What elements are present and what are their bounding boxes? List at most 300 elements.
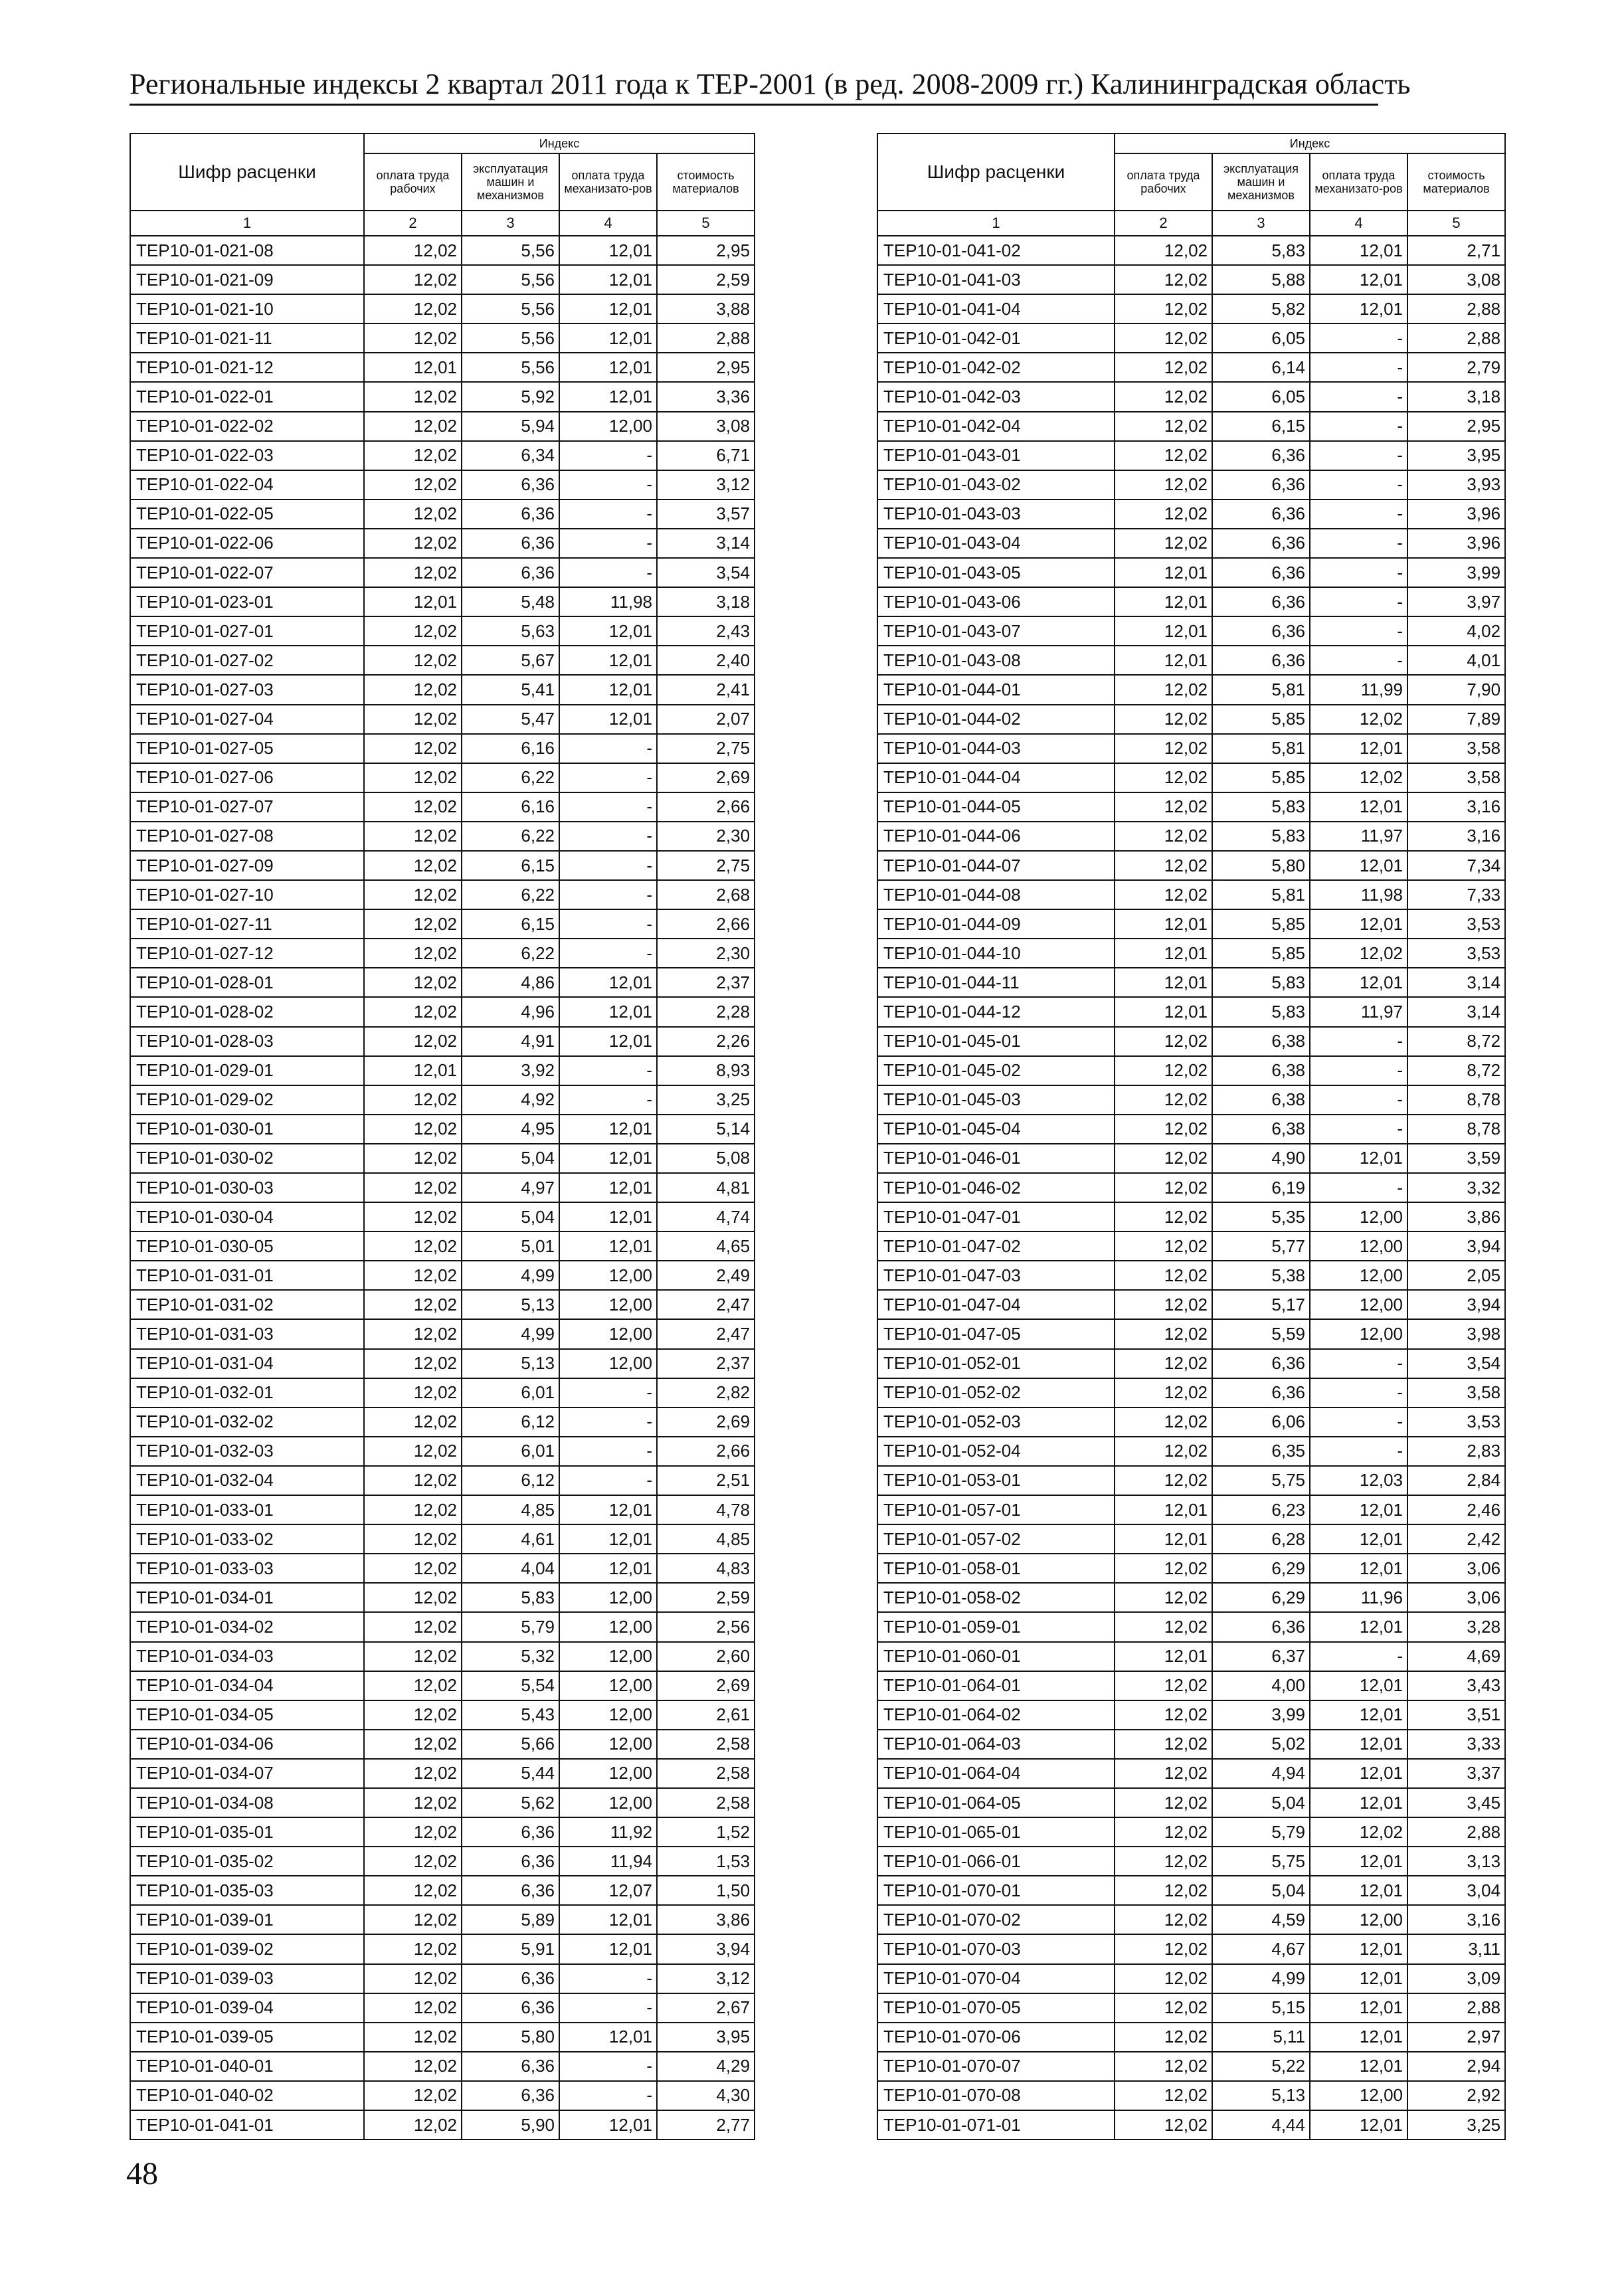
table-row: [877, 646, 1505, 675]
machines-cell: 6,23: [1212, 1495, 1310, 1524]
page-title: Региональные индексы 2 квартал 2011 года к ТЕР-2001 (в ред. 2008-2009 гг.) Калининградская область: [130, 66, 1378, 106]
operators-cell: -: [559, 734, 657, 763]
labor-cell: 12,02: [364, 1876, 462, 1905]
rate-code-cell: ТЕР10-01-027-12: [130, 939, 364, 968]
machines-cell: 6,36: [462, 558, 559, 587]
header-code: Шифр расценки: [877, 134, 1115, 211]
labor-cell: 12,02: [364, 1730, 462, 1759]
machines-cell: 6,38: [1212, 1056, 1310, 1085]
rate-code-cell: ТЕР10-01-023-01: [130, 587, 364, 616]
materials-cell: 2,66: [657, 909, 755, 939]
operators-cell: 12,01: [559, 294, 657, 323]
table-row: [877, 997, 1505, 1026]
machines-cell: 4,92: [462, 1085, 559, 1115]
rate-code-cell: ТЕР10-01-031-04: [130, 1349, 364, 1378]
machines-cell: 5,80: [462, 2023, 559, 2052]
rate-code-cell: ТЕР10-01-041-01: [130, 2110, 364, 2139]
materials-cell: 1,53: [657, 1847, 755, 1876]
machines-cell: 6,16: [462, 792, 559, 822]
labor-cell: 12,02: [364, 1144, 462, 1173]
materials-cell: 2,49: [657, 1261, 755, 1290]
operators-cell: -: [1310, 1027, 1407, 1056]
table-row: [130, 1231, 755, 1261]
materials-cell: 2,95: [657, 353, 755, 382]
materials-cell: 2,43: [657, 616, 755, 646]
operators-cell: -: [1310, 1085, 1407, 1115]
table-row: [130, 1759, 755, 1788]
labor-cell: 12,02: [364, 382, 462, 411]
rate-code-cell: ТЕР10-01-044-04: [877, 763, 1115, 792]
operators-cell: 12,01: [559, 646, 657, 675]
labor-cell: 12,02: [1115, 529, 1212, 558]
operators-cell: -: [559, 1437, 657, 1466]
rate-code-cell: ТЕР10-01-033-01: [130, 1495, 364, 1524]
operators-cell: 12,00: [559, 412, 657, 441]
table-row: [130, 1905, 755, 1934]
table-row: [130, 2081, 755, 2110]
machines-cell: 5,41: [462, 675, 559, 704]
materials-cell: 3,94: [1407, 1290, 1505, 1319]
rate-code-cell: ТЕР10-01-046-01: [877, 1144, 1115, 1173]
materials-cell: 3,11: [1407, 1934, 1505, 1963]
table-row: [130, 1173, 755, 1202]
table-row: [877, 675, 1505, 704]
operators-cell: 11,96: [1310, 1583, 1407, 1612]
labor-cell: 12,02: [364, 1231, 462, 1261]
materials-cell: 3,94: [657, 1934, 755, 1963]
machines-cell: 4,91: [462, 1027, 559, 1056]
rate-code-cell: ТЕР10-01-031-01: [130, 1261, 364, 1290]
table-row: [130, 1495, 755, 1524]
labor-cell: 12,02: [364, 1934, 462, 1963]
table-row: [130, 382, 755, 411]
table-row: [130, 968, 755, 997]
rate-code-cell: ТЕР10-01-027-02: [130, 646, 364, 675]
machines-cell: 5,88: [1212, 265, 1310, 294]
materials-cell: 2,30: [657, 822, 755, 851]
machines-cell: 5,63: [462, 616, 559, 646]
materials-cell: 3,43: [1407, 1671, 1505, 1700]
rate-code-cell: ТЕР10-01-044-08: [877, 880, 1115, 909]
table-row: [130, 1642, 755, 1671]
rate-code-cell: ТЕР10-01-034-02: [130, 1612, 364, 1641]
rate-code-cell: ТЕР10-01-042-01: [877, 323, 1115, 353]
header-colnum: 3: [1212, 211, 1310, 236]
labor-cell: 12,02: [1115, 1817, 1212, 1847]
machines-cell: 5,04: [1212, 1788, 1310, 1817]
labor-cell: 12,02: [364, 705, 462, 734]
machines-cell: 5,38: [1212, 1261, 1310, 1290]
materials-cell: 3,86: [1407, 1202, 1505, 1231]
machines-cell: 4,99: [462, 1319, 559, 1348]
labor-cell: 12,02: [1115, 294, 1212, 323]
machines-cell: 4,00: [1212, 1671, 1310, 1700]
machines-cell: 5,91: [462, 1934, 559, 1963]
machines-cell: 6,22: [462, 939, 559, 968]
labor-cell: 12,02: [364, 323, 462, 353]
table-row: [130, 792, 755, 822]
rate-code-cell: ТЕР10-01-027-07: [130, 792, 364, 822]
materials-cell: 3,94: [1407, 1231, 1505, 1261]
labor-cell: 12,02: [1115, 1261, 1212, 1290]
operators-cell: 12,01: [559, 705, 657, 734]
machines-cell: 6,36: [462, 1964, 559, 1993]
table-row: [130, 1524, 755, 1554]
labor-cell: 12,02: [364, 1671, 462, 1700]
machines-cell: 4,86: [462, 968, 559, 997]
labor-cell: 12,02: [1115, 1964, 1212, 1993]
operators-cell: 12,01: [1310, 1554, 1407, 1583]
operators-cell: 12,01: [1310, 1847, 1407, 1876]
labor-cell: 12,02: [364, 294, 462, 323]
machines-cell: 5,56: [462, 265, 559, 294]
rate-code-cell: ТЕР10-01-044-09: [877, 909, 1115, 939]
machines-cell: 6,34: [462, 441, 559, 470]
table-row: [877, 1642, 1505, 1671]
materials-cell: 3,96: [1407, 500, 1505, 529]
table-row: [877, 382, 1505, 411]
header-operators: оплата труда механизато-ров: [1310, 153, 1407, 211]
operators-cell: -: [1310, 353, 1407, 382]
materials-cell: 4,01: [1407, 646, 1505, 675]
materials-cell: 3,32: [1407, 1173, 1505, 1202]
materials-cell: 2,59: [657, 1583, 755, 1612]
table-row: [877, 1466, 1505, 1495]
machines-cell: 5,11: [1212, 2023, 1310, 2052]
materials-cell: 2,26: [657, 1027, 755, 1056]
table-row: [130, 939, 755, 968]
rate-code-cell: ТЕР10-01-027-11: [130, 909, 364, 939]
materials-cell: 2,67: [657, 1993, 755, 2023]
labor-cell: 12,02: [364, 2110, 462, 2139]
operators-cell: 11,97: [1310, 822, 1407, 851]
machines-cell: 6,36: [1212, 1349, 1310, 1378]
left-table-container: [130, 133, 755, 2140]
rate-code-cell: ТЕР10-01-032-03: [130, 1437, 364, 1466]
labor-cell: 12,01: [1115, 909, 1212, 939]
labor-cell: 12,02: [1115, 265, 1212, 294]
materials-cell: 3,16: [1407, 1905, 1505, 1934]
machines-cell: 5,85: [1212, 763, 1310, 792]
operators-cell: 12,01: [1310, 2110, 1407, 2139]
index-table-left: [130, 133, 755, 2140]
operators-cell: 12,00: [1310, 1231, 1407, 1261]
rate-code-cell: ТЕР10-01-045-04: [877, 1115, 1115, 1144]
labor-cell: 12,02: [1115, 1437, 1212, 1466]
table-row: [877, 1231, 1505, 1261]
machines-cell: 6,12: [462, 1466, 559, 1495]
labor-cell: 12,01: [1115, 587, 1212, 616]
machines-cell: 6,29: [1212, 1554, 1310, 1583]
machines-cell: 6,36: [462, 500, 559, 529]
table-row: [877, 1115, 1505, 1144]
machines-cell: 5,90: [462, 2110, 559, 2139]
operators-cell: 12,00: [559, 1583, 657, 1612]
labor-cell: 12,02: [1115, 1993, 1212, 2023]
labor-cell: 12,02: [1115, 1847, 1212, 1876]
machines-cell: 5,77: [1212, 1231, 1310, 1261]
machines-cell: 5,59: [1212, 1319, 1310, 1348]
operators-cell: -: [1310, 1408, 1407, 1437]
operators-cell: 12,01: [1310, 2052, 1407, 2081]
table-row: [130, 705, 755, 734]
materials-cell: 8,78: [1407, 1115, 1505, 1144]
operators-cell: -: [1310, 1349, 1407, 1378]
materials-cell: 2,75: [657, 734, 755, 763]
machines-cell: 6,01: [462, 1378, 559, 1408]
rate-code-cell: ТЕР10-01-042-04: [877, 412, 1115, 441]
table-row: [877, 587, 1505, 616]
materials-cell: 3,08: [657, 412, 755, 441]
table-row: [877, 294, 1505, 323]
table-row: [877, 1876, 1505, 1905]
operators-cell: 12,00: [559, 1349, 657, 1378]
labor-cell: 12,02: [364, 675, 462, 704]
labor-cell: 12,02: [364, 2052, 462, 2081]
machines-cell: 5,83: [1212, 792, 1310, 822]
materials-cell: 2,95: [1407, 412, 1505, 441]
materials-cell: 3,53: [1407, 939, 1505, 968]
machines-cell: 6,36: [462, 2052, 559, 2081]
table-row: [130, 763, 755, 792]
header-labor: оплата труда рабочих: [1115, 153, 1212, 211]
materials-cell: 2,69: [657, 1671, 755, 1700]
rate-code-cell: ТЕР10-01-034-06: [130, 1730, 364, 1759]
materials-cell: 3,25: [657, 1085, 755, 1115]
table-row: [130, 2023, 755, 2052]
labor-cell: 12,02: [1115, 1378, 1212, 1408]
machines-cell: 5,13: [1212, 2081, 1310, 2110]
rate-code-cell: ТЕР10-01-030-05: [130, 1231, 364, 1261]
operators-cell: 12,01: [559, 323, 657, 353]
table-row: [877, 353, 1505, 382]
machines-cell: 5,48: [462, 587, 559, 616]
rate-code-cell: ТЕР10-01-060-01: [877, 1642, 1115, 1671]
machines-cell: 5,82: [1212, 294, 1310, 323]
machines-cell: 5,66: [462, 1730, 559, 1759]
table-row: [130, 1349, 755, 1378]
materials-cell: 2,95: [657, 236, 755, 265]
rate-code-cell: ТЕР10-01-045-02: [877, 1056, 1115, 1085]
machines-cell: 6,36: [1212, 587, 1310, 616]
table-row: [130, 294, 755, 323]
materials-cell: 2,84: [1407, 1466, 1505, 1495]
labor-cell: 12,02: [364, 792, 462, 822]
operators-cell: -: [559, 822, 657, 851]
table-row: [130, 500, 755, 529]
machines-cell: 6,36: [1212, 558, 1310, 587]
materials-cell: 4,69: [1407, 1642, 1505, 1671]
rate-code-cell: ТЕР10-01-029-02: [130, 1085, 364, 1115]
materials-cell: 3,09: [1407, 1964, 1505, 1993]
table-row: [877, 1612, 1505, 1641]
rate-code-cell: ТЕР10-01-035-01: [130, 1817, 364, 1847]
materials-cell: 3,25: [1407, 2110, 1505, 2139]
rate-code-cell: ТЕР10-01-027-08: [130, 822, 364, 851]
materials-cell: 3,12: [657, 470, 755, 500]
labor-cell: 12,02: [364, 1319, 462, 1348]
table-row: [877, 734, 1505, 763]
machines-cell: 6,38: [1212, 1115, 1310, 1144]
labor-cell: 12,02: [364, 997, 462, 1026]
operators-cell: -: [1310, 1378, 1407, 1408]
materials-cell: 2,82: [657, 1378, 755, 1408]
table-row: [130, 1612, 755, 1641]
operators-cell: 12,00: [559, 1788, 657, 1817]
operators-cell: 12,02: [1310, 763, 1407, 792]
rate-code-cell: ТЕР10-01-035-02: [130, 1847, 364, 1876]
table-row: [130, 675, 755, 704]
labor-cell: 12,02: [1115, 1905, 1212, 1934]
machines-cell: 6,05: [1212, 382, 1310, 411]
operators-cell: 12,01: [559, 997, 657, 1026]
labor-cell: 12,02: [1115, 705, 1212, 734]
materials-cell: 2,88: [1407, 1817, 1505, 1847]
table-row: [877, 1056, 1505, 1085]
table-row: [877, 1788, 1505, 1817]
table-row: [877, 880, 1505, 909]
materials-cell: 3,57: [657, 500, 755, 529]
materials-cell: 2,58: [657, 1788, 755, 1817]
operators-cell: -: [1310, 529, 1407, 558]
table-row: [130, 1115, 755, 1144]
rate-code-cell: ТЕР10-01-045-01: [877, 1027, 1115, 1056]
operators-cell: 12,01: [1310, 1524, 1407, 1554]
table-row: [877, 323, 1505, 353]
rate-code-cell: ТЕР10-01-044-11: [877, 968, 1115, 997]
machines-cell: 4,90: [1212, 1144, 1310, 1173]
labor-cell: 12,02: [364, 1905, 462, 1934]
rate-code-cell: ТЕР10-01-027-04: [130, 705, 364, 734]
machines-cell: 5,04: [462, 1202, 559, 1231]
materials-cell: 3,95: [1407, 441, 1505, 470]
rate-code-cell: ТЕР10-01-057-02: [877, 1524, 1115, 1554]
operators-cell: -: [1310, 323, 1407, 353]
operators-cell: 12,01: [1310, 1612, 1407, 1641]
rate-code-cell: ТЕР10-01-039-02: [130, 1934, 364, 1963]
machines-cell: 5,94: [462, 412, 559, 441]
materials-cell: 2,83: [1407, 1437, 1505, 1466]
materials-cell: 3,36: [657, 382, 755, 411]
materials-cell: 4,74: [657, 1202, 755, 1231]
table-row: [130, 1319, 755, 1348]
machines-cell: 6,15: [462, 909, 559, 939]
table-row: [877, 1378, 1505, 1408]
labor-cell: 12,02: [1115, 792, 1212, 822]
machines-cell: 6,22: [462, 880, 559, 909]
materials-cell: 3,53: [1407, 1408, 1505, 1437]
operators-cell: 12,07: [559, 1876, 657, 1905]
labor-cell: 12,02: [364, 616, 462, 646]
header-machines: эксплуатация машин и механизмов: [462, 153, 559, 211]
labor-cell: 12,02: [364, 1847, 462, 1876]
right-table-body: [877, 236, 1505, 2139]
operators-cell: 11,98: [559, 587, 657, 616]
table-row: [877, 968, 1505, 997]
table-row: [877, 1437, 1505, 1466]
operators-cell: 12,01: [1310, 294, 1407, 323]
labor-cell: 12,02: [1115, 1144, 1212, 1173]
rate-code-cell: ТЕР10-01-022-04: [130, 470, 364, 500]
materials-cell: 2,07: [657, 705, 755, 734]
labor-cell: 12,01: [364, 587, 462, 616]
rate-code-cell: ТЕР10-01-021-10: [130, 294, 364, 323]
rate-code-cell: ТЕР10-01-022-03: [130, 441, 364, 470]
labor-cell: 12,02: [1115, 500, 1212, 529]
labor-cell: 12,02: [364, 236, 462, 265]
operators-cell: 12,01: [559, 2110, 657, 2139]
table-row: [130, 558, 755, 587]
operators-cell: 12,01: [559, 1524, 657, 1554]
machines-cell: 5,89: [462, 1905, 559, 1934]
machines-cell: 5,83: [1212, 997, 1310, 1026]
operators-cell: 12,00: [559, 1759, 657, 1788]
operators-cell: -: [1310, 1115, 1407, 1144]
rate-code-cell: ТЕР10-01-022-05: [130, 500, 364, 529]
operators-cell: 12,01: [559, 1554, 657, 1583]
labor-cell: 12,02: [364, 1964, 462, 1993]
machines-cell: 5,15: [1212, 1993, 1310, 2023]
operators-cell: 12,00: [559, 1730, 657, 1759]
rate-code-cell: ТЕР10-01-044-05: [877, 792, 1115, 822]
labor-cell: 12,01: [1115, 939, 1212, 968]
labor-cell: 12,02: [1115, 441, 1212, 470]
rate-code-cell: ТЕР10-01-070-07: [877, 2052, 1115, 2081]
rate-code-cell: ТЕР10-01-034-07: [130, 1759, 364, 1788]
labor-cell: 12,02: [364, 1700, 462, 1730]
materials-cell: 3,88: [657, 294, 755, 323]
materials-cell: 3,37: [1407, 1759, 1505, 1788]
materials-cell: 2,79: [1407, 353, 1505, 382]
rate-code-cell: ТЕР10-01-064-05: [877, 1788, 1115, 1817]
rate-code-cell: ТЕР10-01-070-05: [877, 1993, 1115, 2023]
operators-cell: -: [1310, 587, 1407, 616]
machines-cell: 5,13: [462, 1290, 559, 1319]
table-row: [877, 2023, 1505, 2052]
rate-code-cell: ТЕР10-01-027-06: [130, 763, 364, 792]
rate-code-cell: ТЕР10-01-058-02: [877, 1583, 1115, 1612]
rate-code-cell: ТЕР10-01-044-01: [877, 675, 1115, 704]
rate-code-cell: ТЕР10-01-030-04: [130, 1202, 364, 1231]
labor-cell: 12,01: [364, 1056, 462, 1085]
operators-cell: -: [559, 939, 657, 968]
machines-cell: 5,02: [1212, 1730, 1310, 1759]
materials-cell: 2,88: [1407, 294, 1505, 323]
table-row: [130, 1085, 755, 1115]
machines-cell: 6,36: [462, 1847, 559, 1876]
machines-cell: 4,59: [1212, 1905, 1310, 1934]
table-row: [877, 236, 1505, 265]
materials-cell: 4,85: [657, 1524, 755, 1554]
operators-cell: 12,01: [1310, 1730, 1407, 1759]
rate-code-cell: ТЕР10-01-070-08: [877, 2081, 1115, 2110]
materials-cell: 4,83: [657, 1554, 755, 1583]
labor-cell: 12,02: [1115, 1730, 1212, 1759]
machines-cell: 6,36: [1212, 1378, 1310, 1408]
materials-cell: 4,29: [657, 2052, 755, 2081]
operators-cell: -: [1310, 646, 1407, 675]
table-row: [877, 1905, 1505, 1934]
rate-code-cell: ТЕР10-01-039-04: [130, 1993, 364, 2023]
machines-cell: 4,85: [462, 1495, 559, 1524]
rate-code-cell: ТЕР10-01-033-03: [130, 1554, 364, 1583]
operators-cell: 12,01: [1310, 734, 1407, 763]
labor-cell: 12,02: [1115, 1173, 1212, 1202]
materials-cell: 2,60: [657, 1642, 755, 1671]
materials-cell: 3,14: [1407, 997, 1505, 1026]
machines-cell: 6,36: [1212, 441, 1310, 470]
rate-code-cell: ТЕР10-01-064-02: [877, 1700, 1115, 1730]
